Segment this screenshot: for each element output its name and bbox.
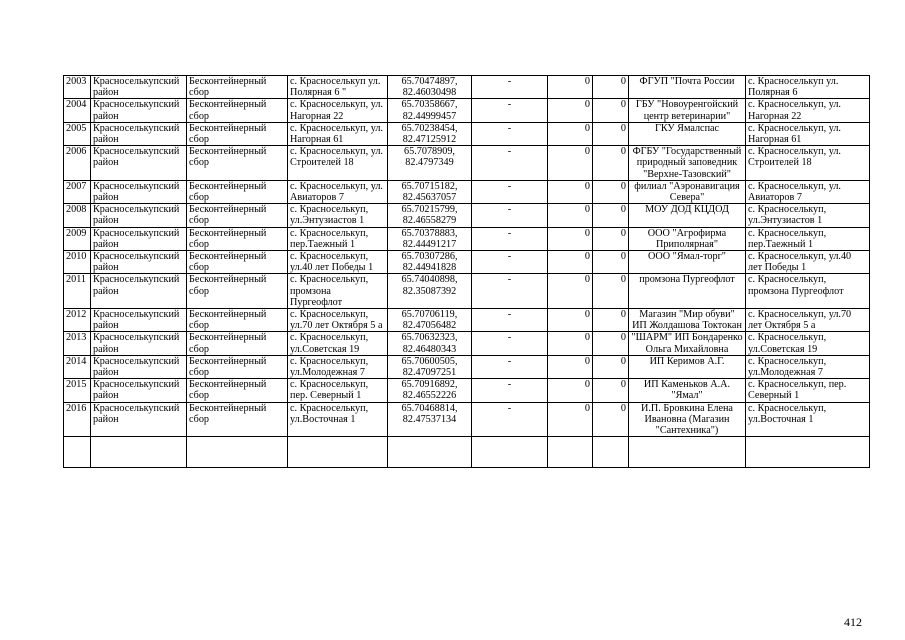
count-cell: 0 bbox=[593, 251, 629, 274]
empty-cell bbox=[388, 437, 472, 468]
row-number: 2010 bbox=[64, 251, 91, 274]
empty-cell bbox=[629, 437, 746, 468]
address-cell: с. Красноселькуп, промзона Пургеофлот bbox=[288, 274, 388, 309]
count-cell: 0 bbox=[593, 180, 629, 203]
organization-address-cell: с. Красноселькуп, ул.Молодежная 7 bbox=[746, 355, 870, 378]
district-cell: Красноселькупский район bbox=[91, 355, 187, 378]
empty-cell bbox=[64, 437, 91, 468]
volume-cell: 0 bbox=[548, 309, 593, 332]
organization-address-cell: с. Красноселькуп, ул.70 лет Октября 5 а bbox=[746, 309, 870, 332]
collection-type-cell: Бесконтейнерный сбор bbox=[187, 251, 288, 274]
collection-type-cell: Бесконтейнерный сбор bbox=[187, 274, 288, 309]
district-cell: Красноселькупский район bbox=[91, 309, 187, 332]
district-cell: Красноселькупский район bbox=[91, 180, 187, 203]
address-cell: с. Красноселькуп, ул.40 лет Победы 1 bbox=[288, 251, 388, 274]
volume-cell: 0 bbox=[548, 274, 593, 309]
dash-cell: - bbox=[472, 251, 548, 274]
row-number: 2007 bbox=[64, 180, 91, 203]
table-row bbox=[64, 251, 870, 274]
collection-type-cell: Бесконтейнерный сбор bbox=[187, 355, 288, 378]
page-number: 412 bbox=[844, 615, 862, 629]
dash-cell: - bbox=[472, 99, 548, 122]
row-number: 2009 bbox=[64, 227, 91, 250]
address-cell: с. Красноселькуп, ул.Восточная 1 bbox=[288, 402, 388, 437]
address-cell: с. Красноселькуп, ул. Нагорная 61 bbox=[288, 122, 388, 145]
waste-sites-table bbox=[63, 75, 870, 468]
count-cell: 0 bbox=[593, 274, 629, 309]
dash-cell: - bbox=[472, 76, 548, 99]
volume-cell: 0 bbox=[548, 122, 593, 145]
empty-cell bbox=[472, 437, 548, 468]
count-cell: 0 bbox=[593, 99, 629, 122]
table-row bbox=[64, 180, 870, 203]
coordinates-cell: 65.70378883, 82.44491217 bbox=[388, 227, 472, 250]
organization-cell: ИП Керимов А.Г. bbox=[629, 355, 746, 378]
organization-address-cell: с. Красноселькуп, промзона Пургеофлот bbox=[746, 274, 870, 309]
district-cell: Красноселькупский район bbox=[91, 146, 187, 181]
organization-address-cell: с. Красноселькуп, пер. Северный 1 bbox=[746, 379, 870, 402]
count-cell: 0 bbox=[593, 76, 629, 99]
empty-cell bbox=[91, 437, 187, 468]
organization-cell: ИП Каменьков А.А. "Ямал" bbox=[629, 379, 746, 402]
collection-type-cell: Бесконтейнерный сбор bbox=[187, 99, 288, 122]
table-row bbox=[64, 332, 870, 355]
table-row bbox=[64, 274, 870, 309]
collection-type-cell: Бесконтейнерный сбор bbox=[187, 122, 288, 145]
volume-cell: 0 bbox=[548, 99, 593, 122]
dash-cell: - bbox=[472, 227, 548, 250]
table-row bbox=[64, 122, 870, 145]
dash-cell: - bbox=[472, 122, 548, 145]
volume-cell: 0 bbox=[548, 76, 593, 99]
address-cell: с. Красноселькуп, ул.Советская 19 bbox=[288, 332, 388, 355]
collection-type-cell: Бесконтейнерный сбор bbox=[187, 402, 288, 437]
address-cell: с. Красноселькуп, ул.70 лет Октября 5 а bbox=[288, 309, 388, 332]
address-cell: с. Красноселькуп, ул.Энтузиастов 1 bbox=[288, 204, 388, 227]
empty-cell bbox=[187, 437, 288, 468]
empty-table-row bbox=[64, 437, 870, 468]
count-cell: 0 bbox=[593, 309, 629, 332]
table-row bbox=[64, 204, 870, 227]
district-cell: Красноселькупский район bbox=[91, 402, 187, 437]
table-row bbox=[64, 99, 870, 122]
count-cell: 0 bbox=[593, 355, 629, 378]
dash-cell: - bbox=[472, 355, 548, 378]
collection-type-cell: Бесконтейнерный сбор bbox=[187, 76, 288, 99]
empty-cell bbox=[593, 437, 629, 468]
organization-cell: ФГБУ "Государственный природный заповедник "Верхне-Тазовский" bbox=[629, 146, 746, 181]
organization-address-cell: с. Красноселькуп, ул. Нагорная 22 bbox=[746, 99, 870, 122]
coordinates-cell: 65.70632323, 82.46480343 bbox=[388, 332, 472, 355]
count-cell: 0 bbox=[593, 146, 629, 181]
count-cell: 0 bbox=[593, 227, 629, 250]
collection-type-cell: Бесконтейнерный сбор bbox=[187, 146, 288, 181]
row-number: 2016 bbox=[64, 402, 91, 437]
collection-type-cell: Бесконтейнерный сбор bbox=[187, 204, 288, 227]
count-cell: 0 bbox=[593, 122, 629, 145]
volume-cell: 0 bbox=[548, 355, 593, 378]
volume-cell: 0 bbox=[548, 227, 593, 250]
coordinates-cell: 65.70715182, 82.45637057 bbox=[388, 180, 472, 203]
district-cell: Красноселькупский район bbox=[91, 274, 187, 309]
volume-cell: 0 bbox=[548, 251, 593, 274]
row-number: 2013 bbox=[64, 332, 91, 355]
address-cell: с. Красноселькуп, ул. Строителей 18 bbox=[288, 146, 388, 181]
volume-cell: 0 bbox=[548, 379, 593, 402]
empty-cell bbox=[288, 437, 388, 468]
address-cell: с. Красноселькуп ул. Полярная 6 " bbox=[288, 76, 388, 99]
dash-cell: - bbox=[472, 274, 548, 309]
organization-address-cell: с. Красноселькуп ул. Полярная 6 bbox=[746, 76, 870, 99]
volume-cell: 0 bbox=[548, 332, 593, 355]
row-number: 2008 bbox=[64, 204, 91, 227]
coordinates-cell: 65.70358667, 82.44999457 bbox=[388, 99, 472, 122]
district-cell: Красноселькупский район bbox=[91, 227, 187, 250]
address-cell: с. Красноселькуп, пер. Северный 1 bbox=[288, 379, 388, 402]
coordinates-cell: 65.70916892, 82.46552226 bbox=[388, 379, 472, 402]
volume-cell: 0 bbox=[548, 204, 593, 227]
address-cell: с. Красноселькуп, ул. Нагорная 22 bbox=[288, 99, 388, 122]
organization-cell: промзона Пургеофлот bbox=[629, 274, 746, 309]
organization-address-cell: с. Красноселькуп, ул.Восточная 1 bbox=[746, 402, 870, 437]
coordinates-cell: 65.70238454, 82.47125912 bbox=[388, 122, 472, 145]
coordinates-cell: 65.70706119, 82.47056482 bbox=[388, 309, 472, 332]
collection-type-cell: Бесконтейнерный сбор bbox=[187, 180, 288, 203]
count-cell: 0 bbox=[593, 332, 629, 355]
district-cell: Красноселькупский район bbox=[91, 122, 187, 145]
row-number: 2011 bbox=[64, 274, 91, 309]
dash-cell: - bbox=[472, 146, 548, 181]
organization-address-cell: с. Красноселькуп, ул.Советская 19 bbox=[746, 332, 870, 355]
dash-cell: - bbox=[472, 332, 548, 355]
count-cell: 0 bbox=[593, 379, 629, 402]
address-cell: с. Красноселькуп, ул. Авиаторов 7 bbox=[288, 180, 388, 203]
coordinates-cell: 65.7078909, 82.4797349 bbox=[388, 146, 472, 181]
organization-address-cell: с. Красноселькуп, ул. Нагорная 61 bbox=[746, 122, 870, 145]
volume-cell: 0 bbox=[548, 402, 593, 437]
dash-cell: - bbox=[472, 402, 548, 437]
organization-address-cell: с. Красноселькуп, ул. Строителей 18 bbox=[746, 146, 870, 181]
table-row bbox=[64, 379, 870, 402]
table-row bbox=[64, 309, 870, 332]
coordinates-cell: 65.70600505, 82.47097251 bbox=[388, 355, 472, 378]
coordinates-cell: 65.70468814, 82.47537134 bbox=[388, 402, 472, 437]
row-number: 2012 bbox=[64, 309, 91, 332]
table-row bbox=[64, 76, 870, 99]
district-cell: Красноселькупский район bbox=[91, 379, 187, 402]
collection-type-cell: Бесконтейнерный сбор bbox=[187, 309, 288, 332]
collection-type-cell: Бесконтейнерный сбор bbox=[187, 227, 288, 250]
organization-address-cell: с. Красноселькуп, ул.40 лет Победы 1 bbox=[746, 251, 870, 274]
empty-cell bbox=[548, 437, 593, 468]
coordinates-cell: 65.74040898, 82.35087392 bbox=[388, 274, 472, 309]
organization-address-cell: с. Красноселькуп, пер.Таежный 1 bbox=[746, 227, 870, 250]
organization-address-cell: с. Красноселькуп, ул.Энтузиастов 1 bbox=[746, 204, 870, 227]
count-cell: 0 bbox=[593, 204, 629, 227]
organization-cell: ООО "Агрофирма Приполярная" bbox=[629, 227, 746, 250]
district-cell: Красноселькупский район bbox=[91, 332, 187, 355]
organization-cell: МОУ ДОД КЦДОД bbox=[629, 204, 746, 227]
volume-cell: 0 bbox=[548, 180, 593, 203]
address-cell: с. Красноселькуп, ул.Молодежная 7 bbox=[288, 355, 388, 378]
dash-cell: - bbox=[472, 379, 548, 402]
organization-cell: ГКУ Ямалспас bbox=[629, 122, 746, 145]
empty-cell bbox=[746, 437, 870, 468]
organization-cell: "ШАРМ" ИП Бондаренко Ольга Михайловна bbox=[629, 332, 746, 355]
count-cell: 0 bbox=[593, 402, 629, 437]
dash-cell: - bbox=[472, 204, 548, 227]
row-number: 2004 bbox=[64, 99, 91, 122]
row-number: 2005 bbox=[64, 122, 91, 145]
district-cell: Красноселькупский район bbox=[91, 99, 187, 122]
collection-type-cell: Бесконтейнерный сбор bbox=[187, 379, 288, 402]
dash-cell: - bbox=[472, 180, 548, 203]
organization-cell: Магазин "Мир обуви" ИП Жолдашова Токтокан bbox=[629, 309, 746, 332]
coordinates-cell: 65.70474897, 82.46030498 bbox=[388, 76, 472, 99]
organization-cell: И.П. Бровкина Елена Ивановна (Магазин "Сантехника") bbox=[629, 402, 746, 437]
volume-cell: 0 bbox=[548, 146, 593, 181]
address-cell: с. Красноселькуп, пер.Таежный 1 bbox=[288, 227, 388, 250]
row-number: 2014 bbox=[64, 355, 91, 378]
row-number: 2003 bbox=[64, 76, 91, 99]
row-number: 2015 bbox=[64, 379, 91, 402]
dash-cell: - bbox=[472, 309, 548, 332]
organization-cell: ФГУП "Почта России bbox=[629, 76, 746, 99]
collection-type-cell: Бесконтейнерный сбор bbox=[187, 332, 288, 355]
coordinates-cell: 65.70307286, 82.44941828 bbox=[388, 251, 472, 274]
table-row bbox=[64, 355, 870, 378]
organization-address-cell: с. Красноселькуп, ул. Авиаторов 7 bbox=[746, 180, 870, 203]
table-body bbox=[64, 76, 870, 468]
table-row bbox=[64, 402, 870, 437]
row-number: 2006 bbox=[64, 146, 91, 181]
organization-cell: ООО "Ямал-торг" bbox=[629, 251, 746, 274]
table-row bbox=[64, 146, 870, 181]
district-cell: Красноселькупский район bbox=[91, 76, 187, 99]
district-cell: Красноселькупский район bbox=[91, 251, 187, 274]
coordinates-cell: 65.70215799, 82.46558279 bbox=[388, 204, 472, 227]
organization-cell: ГБУ "Новоуренгойский центр ветеринарии" bbox=[629, 99, 746, 122]
district-cell: Красноселькупский район bbox=[91, 204, 187, 227]
organization-cell: филиал "Аэронавигация Севера" bbox=[629, 180, 746, 203]
table-row bbox=[64, 227, 870, 250]
